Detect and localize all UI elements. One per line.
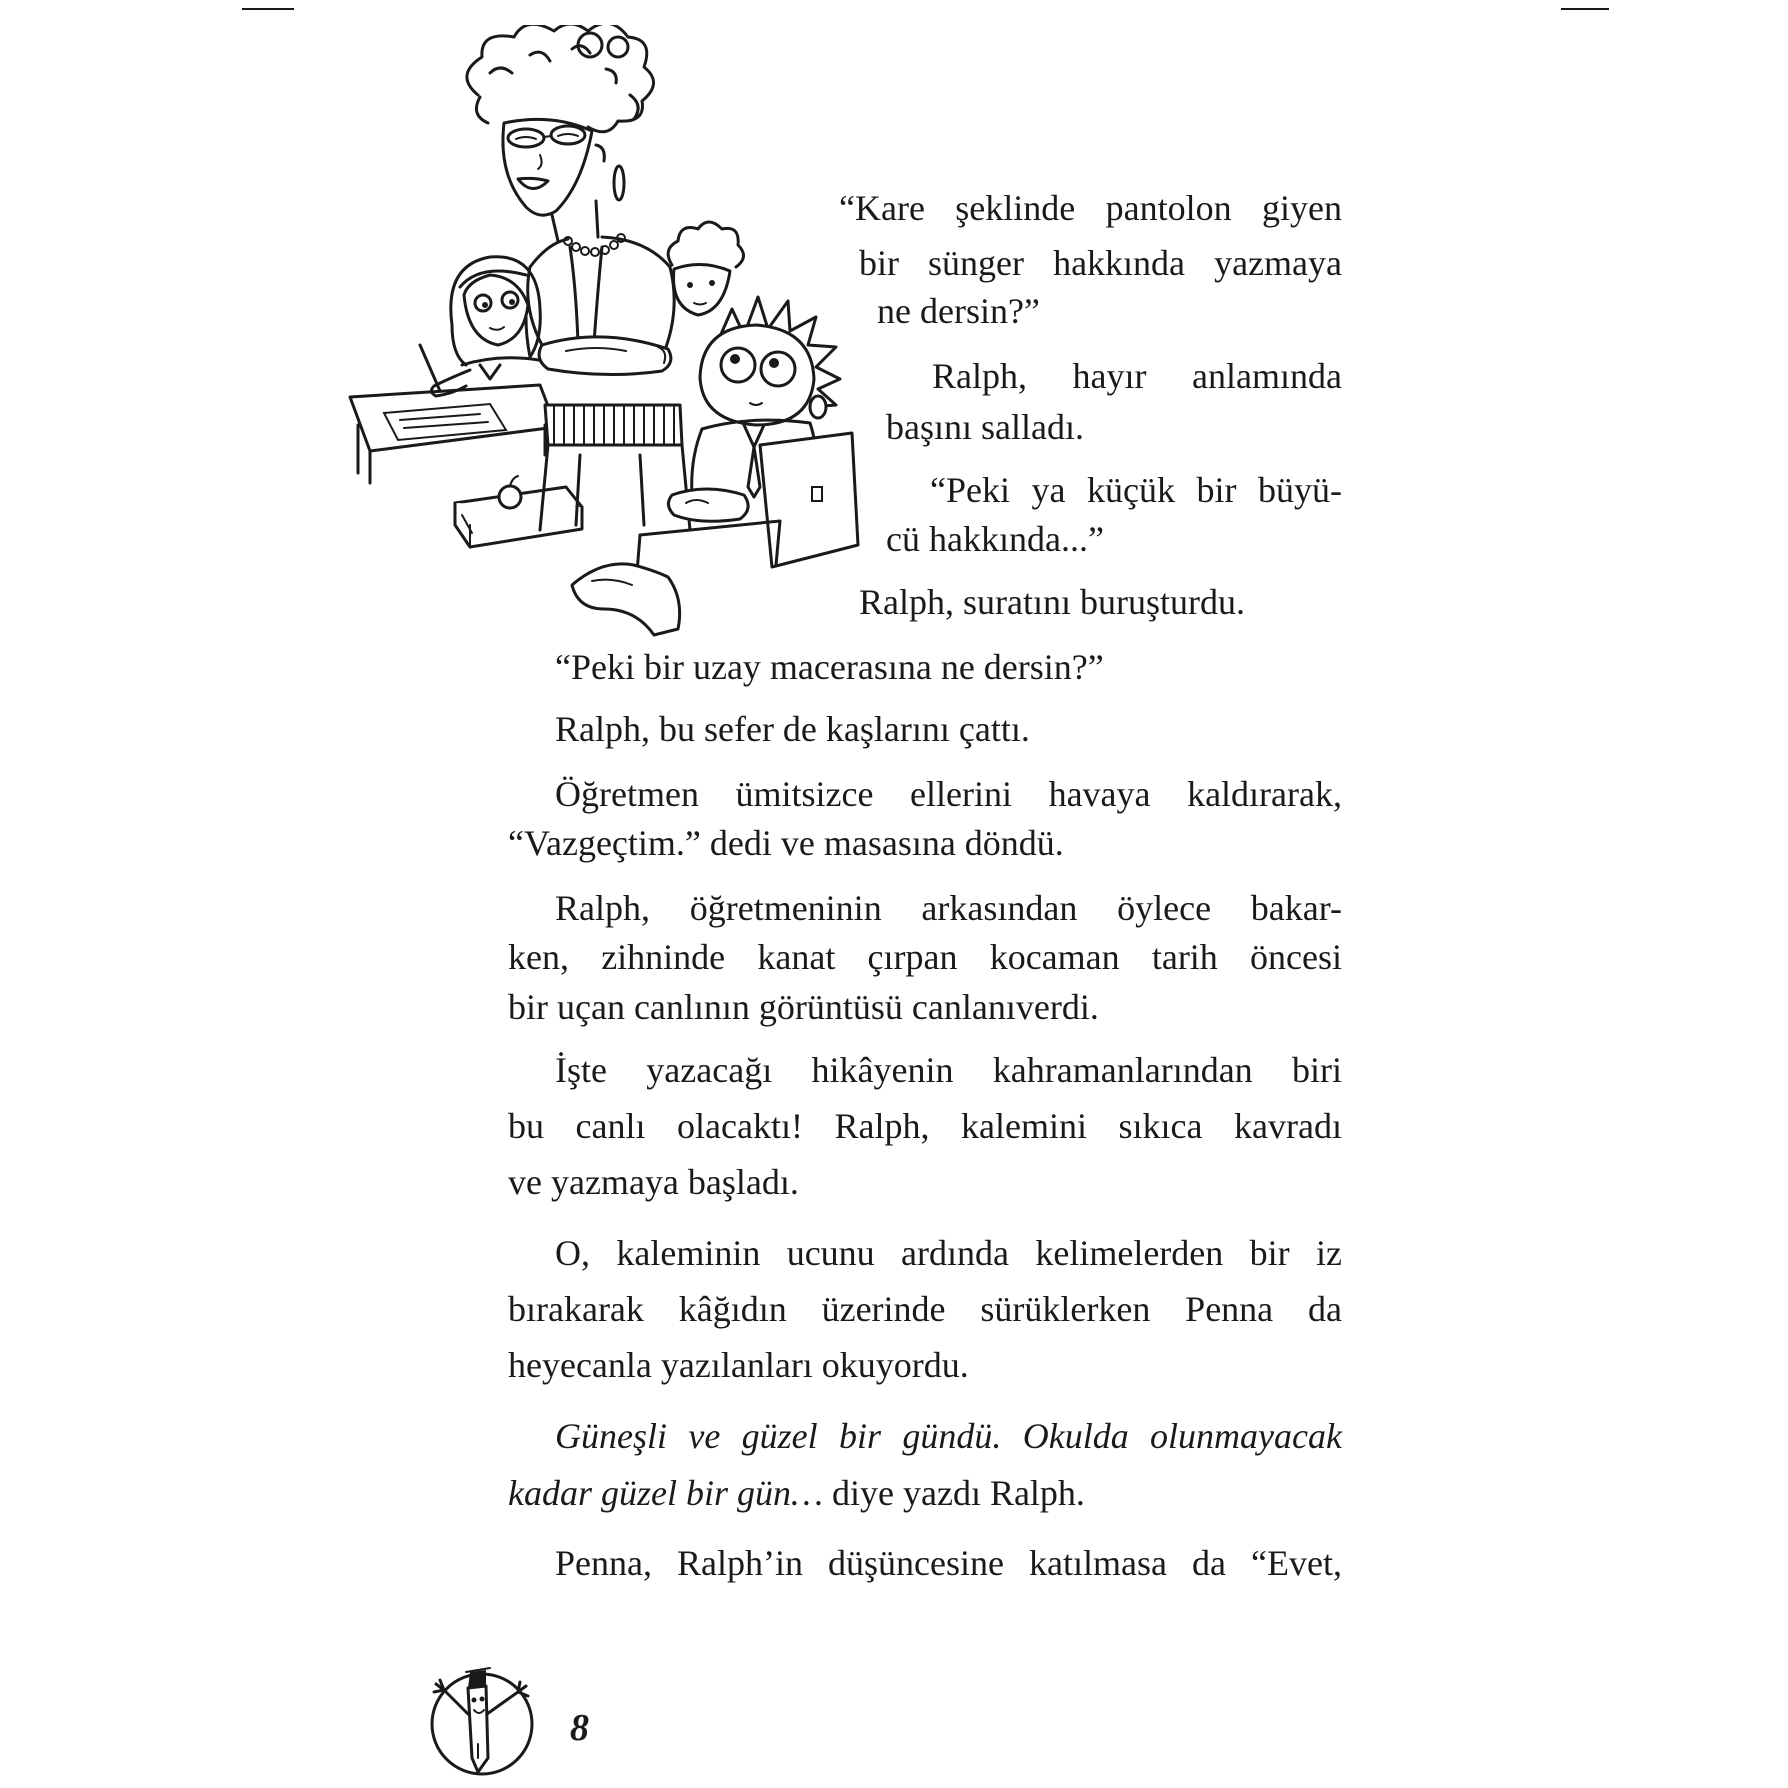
text-line: bir uçan canlının görüntüsü canlanıverdi.: [508, 987, 1099, 1027]
text-line: heyecanla yazılanları okuyordu.: [508, 1345, 969, 1385]
text-line: cü hakkında...”: [886, 519, 1104, 559]
text-line: ne dersin?”: [877, 291, 1040, 331]
book-stack: [455, 476, 582, 547]
text-line: bir sünger hakkında yazmaya: [859, 243, 1342, 283]
text-line: “Vazgeçtim.” dedi ve masasına döndü.: [508, 823, 1064, 863]
text-line: Ralph, bu sefer de kaşlarını çattı.: [555, 709, 1030, 749]
text-line: Ralph, suratını buruşturdu.: [859, 582, 1245, 622]
text-line: bu canlı olacaktı! Ralph, kalemini sıkıca kavradı: [508, 1106, 1342, 1146]
classroom-illustration: [340, 25, 860, 645]
text-line: Penna, Ralph’in düşüncesine katılmasa da “Evet,: [555, 1543, 1342, 1583]
text-line: başını salladı.: [886, 407, 1084, 447]
text-line-mixed: [508, 1471, 1085, 1515]
text-line: O, kaleminin ucunu ardında kelimelerden bir iz: [555, 1233, 1342, 1273]
left-desk: [350, 385, 556, 483]
pencil-mascot-icon: [416, 1648, 548, 1776]
text-line: Öğretmen ümitsizce ellerini havaya kaldırarak,: [555, 774, 1342, 814]
shoe: [572, 564, 680, 635]
crop-mark-left: [242, 8, 294, 10]
text-line: Ralph, öğretmeninin arkasından öylece bakar-: [555, 888, 1342, 928]
text-line-italic: Güneşli ve güzel bir gündü. Okulda olunmayacak: [555, 1416, 1342, 1456]
small-kid-figure: [668, 222, 743, 315]
roman-segment: diye yazdı Ralph.: [823, 1473, 1085, 1513]
crop-mark-right: [1561, 8, 1609, 10]
text-line: ve yazmaya başladı.: [508, 1162, 799, 1202]
text-line: “Peki ya küçük bir büyü-: [930, 470, 1342, 510]
text-line: ken, zihninde kanat çırpan kocaman tarih öncesi: [508, 937, 1342, 977]
text-line: “Peki bir uzay macerasına ne dersin?”: [555, 647, 1104, 687]
italic-segment: kadar güzel bir gün…: [508, 1473, 823, 1513]
text-line: Ralph, hayır anlamında: [932, 356, 1342, 396]
text-line: bırakarak kâğıdın üzerinde sürüklerken Penna da: [508, 1289, 1342, 1329]
text-line: İşte yazacağı hikâyenin kahramanlarından biri: [555, 1050, 1342, 1090]
page-number: 8: [570, 1707, 589, 1749]
pencil-in-hand: [420, 345, 440, 391]
text-line: “Kare şeklinde pantolon giyen: [839, 188, 1342, 228]
